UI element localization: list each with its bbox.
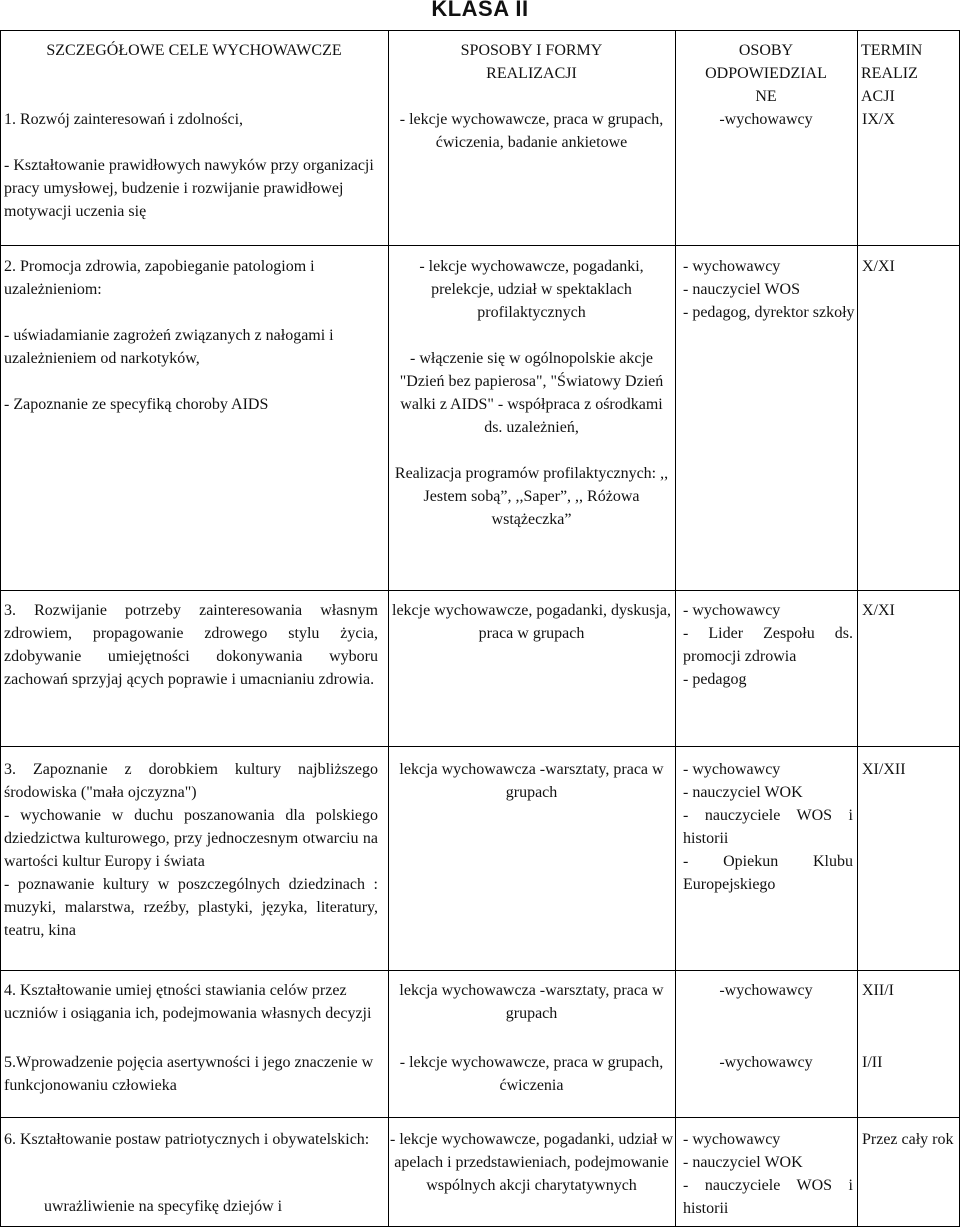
row1-methods: - lekcje wychowawcze, praca w grupach, ćwiczenia, badanie ankietowe [399, 111, 664, 151]
row2-term: X/XI [862, 258, 895, 275]
column-divider [857, 30, 858, 1227]
table-border-left [0, 30, 1, 1227]
row2-methods: - lekcje wychowawcze, pogadanki, prelekcje, udział w spektaklach profilaktycznych - włączenie się w ogólnopolskie akcje "Dzień bez papierosa", "Światowy Dzień walki z AIDS" - współpraca z ośrodkami ds. uzależnień, Realizacja programów profilaktycznych: ,, Jestem sobą”, ,,Saper”, ,, Różowa wstążeczka” [394, 258, 669, 528]
row4-term: XI/XII [862, 761, 906, 778]
table-border-top [0, 30, 960, 31]
row3-goal: 3. Rozwijanie potrzeby zainteresowania własnym zdrowiem, propagowanie zdrowego stylu życia, zdobywanie umiejętności dokonywania wyboru zachowań sprzyjaj ących poprawie i umacnianiu zdrowia. [4, 602, 378, 688]
row-divider [0, 970, 960, 971]
page-title: KLASA II [431, 0, 529, 21]
header-persons: OSOBY ODPOWIEDZIAL NE [705, 42, 827, 105]
row7-persons: - wychowawcy - nauczyciel WOK - nauczyciele WOS i historii [683, 1131, 853, 1217]
row6-goal: 5.Wprowadzenie pojęcia asertywności i jego znaczenie w funkcjonowaniu człowieka [4, 1054, 374, 1094]
row-divider [0, 746, 960, 747]
row6-persons: -wychowawcy [719, 1054, 813, 1071]
row6-methods: - lekcje wychowawcze, praca w grupach, ćwiczenia [399, 1054, 664, 1094]
column-divider [388, 30, 389, 1227]
row3-methods: lekcje wychowawcze, pogadanki, dyskusja, praca w grupach [392, 602, 672, 642]
row6-term: I/II [862, 1054, 883, 1071]
row5-term: XII/I [862, 982, 894, 999]
row-divider [0, 1117, 960, 1118]
row5-goal: 4. Kształtowanie umiej ętności stawiania celów przez uczniów i osiągania ich, podejmowania własnych decyzji [4, 982, 372, 1022]
row4-goal: 3. Zapoznanie z dorobkiem kultury najbliższego środowiska ("mała ojczyzna") - wychowanie w duchu poszanowania dla polskiego dziedzictwa kulturowego, przy jednoczesnym otwarciu na wartości kultur Europy i świata - poznawanie kultury w poszczególnych dziedzinach : muzyki, malarstwa, rzeźby, plastyki, języka, literatury, teatru, kina [4, 761, 378, 939]
row7-term: Przez cały rok [862, 1131, 954, 1148]
row4-persons: - wychowawcy - nauczyciel WOK - nauczyciele WOS i historii - Opiekun Klubu Europejskiego [683, 761, 853, 893]
row5-persons: -wychowawcy [719, 982, 813, 999]
row2-persons: - wychowawcy - nauczyciel WOS - pedagog, dyrektor szkoły [683, 258, 855, 321]
row-divider [0, 245, 960, 246]
row3-persons: - wychowawcy - Lider Zespołu ds. promocji zdrowia - pedagog [683, 602, 853, 688]
header-term: TERMIN REALIZ ACJI [861, 42, 923, 105]
header-goals: SZCZEGÓŁOWE CELE WYCHOWAWCZE [46, 42, 342, 59]
row7-goal-subitem: uwrażliwienie na specyfikę dziejów i [44, 1198, 283, 1215]
row4-methods: lekcja wychowawcza -warsztaty, praca w grupach [399, 761, 664, 801]
row7-goal: 6. Kształtowanie postaw patriotycznych i obywatelskich: [4, 1131, 370, 1148]
row7-methods: - lekcje wychowawcze, pogadanki, udział w apelach i przedstawieniach, podejmowanie wspólnych akcji charytatywnych [390, 1131, 673, 1194]
column-divider [675, 30, 676, 1227]
row-divider [0, 590, 960, 591]
row2-goal: 2. Promocja zdrowia, zapobieganie patologiom i uzależnieniom: - uświadamianie zagrożeń związanych z nałogami i uzależnieniem od narkotyków, - Zapoznanie ze specyfiką choroby AIDS [4, 258, 334, 413]
row1-term: IX/X [862, 111, 895, 128]
row1-goal: 1. Rozwój zainteresowań i zdolności, - Kształtowanie prawidłowych nawyków przy organizacji pracy umysłowej, budzenie i rozwijanie prawidłowej motywacji uczenia się [4, 111, 374, 220]
row5-methods: lekcja wychowawcza -warsztaty, praca w grupach [399, 982, 664, 1022]
row3-term: X/XI [862, 602, 895, 619]
row1-persons: -wychowawcy [719, 111, 813, 128]
header-methods: SPOSOBY I FORMY REALIZACJI [460, 42, 603, 82]
table-border-bottom [0, 1226, 960, 1227]
